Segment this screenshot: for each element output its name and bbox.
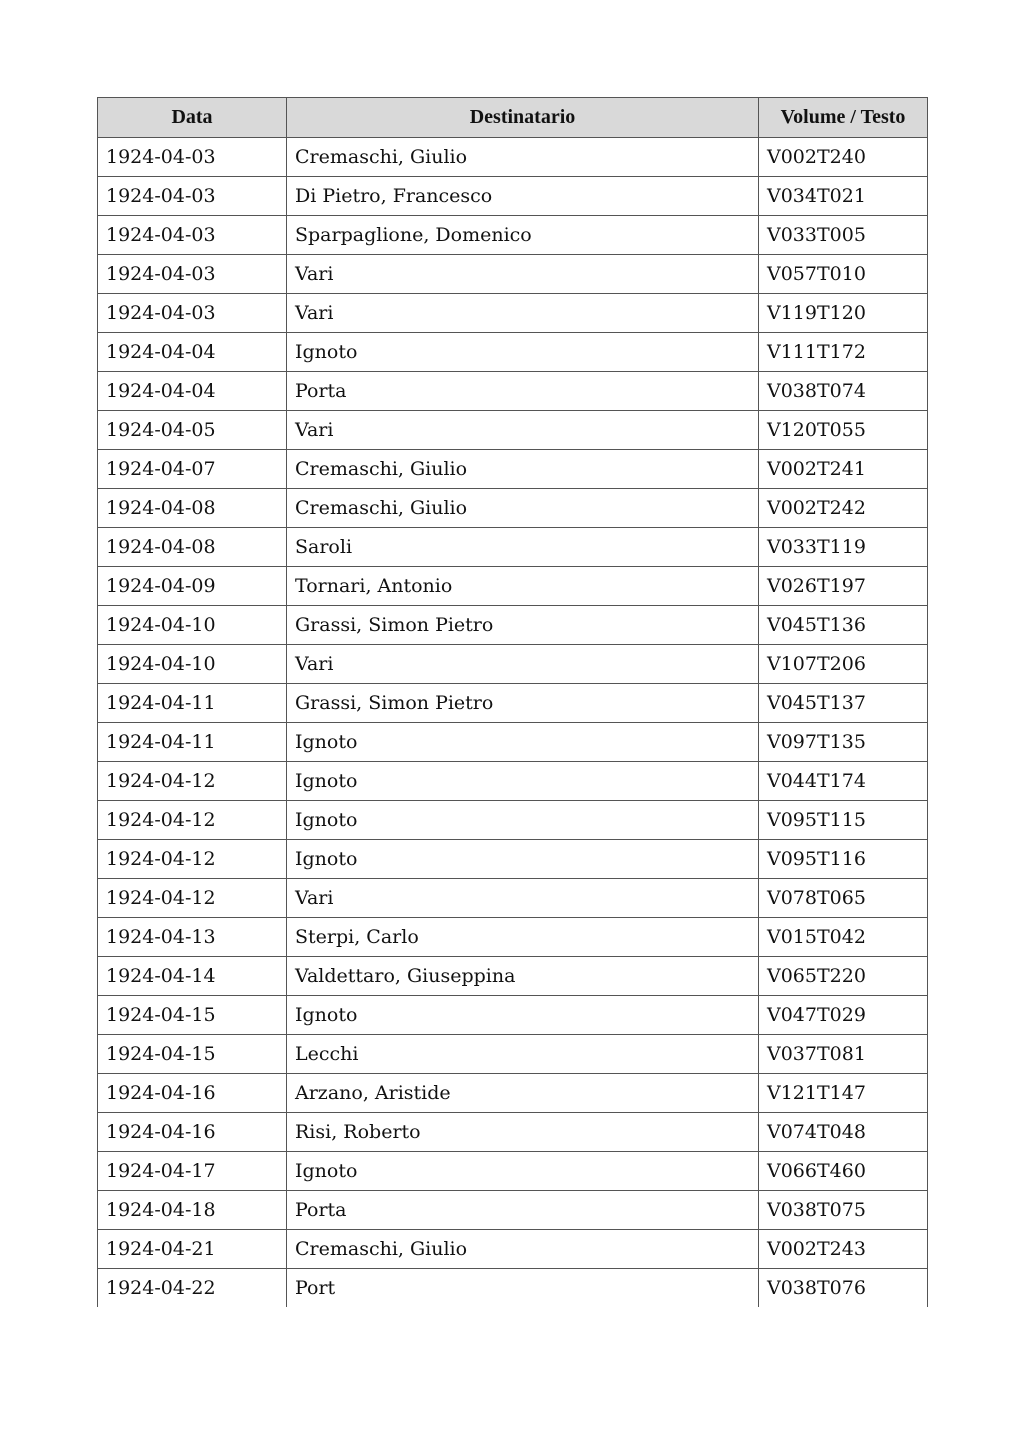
cell-volume-text: V038T074: [759, 372, 928, 411]
cell-recipient: Sparpaglione, Domenico: [287, 216, 759, 255]
cell-volume-text: V044T174: [759, 762, 928, 801]
table-row: [98, 645, 928, 684]
cell-volume-text: V047T029: [759, 996, 928, 1035]
cell-recipient: Valdettaro, Giuseppina: [287, 957, 759, 996]
cell-volume-text: V065T220: [759, 957, 928, 996]
cell-recipient: Ignoto: [287, 996, 759, 1035]
cell-volume-text: V015T042: [759, 918, 928, 957]
cell-recipient: Arzano, Aristide: [287, 1074, 759, 1113]
table-row: [98, 1074, 928, 1113]
cell-volume-text: V078T065: [759, 879, 928, 918]
cell-date: 1924-04-18: [98, 1191, 287, 1230]
cell-date: 1924-04-08: [98, 489, 287, 528]
cell-date: 1924-04-12: [98, 801, 287, 840]
cell-volume-text: V120T055: [759, 411, 928, 450]
cell-recipient: Sterpi, Carlo: [287, 918, 759, 957]
cell-volume-text: V033T119: [759, 528, 928, 567]
cell-recipient: Grassi, Simon Pietro: [287, 606, 759, 645]
cell-recipient: Risi, Roberto: [287, 1113, 759, 1152]
table-row: [98, 1035, 928, 1074]
cell-recipient: Saroli: [287, 528, 759, 567]
table-row: [98, 684, 928, 723]
cell-volume-text: V033T005: [759, 216, 928, 255]
table-row: [98, 489, 928, 528]
letters-table: [97, 97, 928, 1307]
cell-recipient: Vari: [287, 879, 759, 918]
cell-date: 1924-04-05: [98, 411, 287, 450]
cell-date: 1924-04-12: [98, 762, 287, 801]
cell-recipient: Ignoto: [287, 762, 759, 801]
table-row: [98, 1113, 928, 1152]
header-volume-text: Volume / Testo: [759, 98, 928, 138]
table-row: [98, 801, 928, 840]
cell-volume-text: V097T135: [759, 723, 928, 762]
cell-volume-text: V045T137: [759, 684, 928, 723]
cell-date: 1924-04-08: [98, 528, 287, 567]
cell-date: 1924-04-12: [98, 840, 287, 879]
cell-recipient: Cremaschi, Giulio: [287, 489, 759, 528]
cell-volume-text: V002T242: [759, 489, 928, 528]
cell-date: 1924-04-04: [98, 333, 287, 372]
table-row: [98, 879, 928, 918]
cell-volume-text: V121T147: [759, 1074, 928, 1113]
cell-date: 1924-04-15: [98, 1035, 287, 1074]
cell-recipient: Ignoto: [287, 723, 759, 762]
cell-volume-text: V038T076: [759, 1269, 928, 1308]
cell-volume-text: V057T010: [759, 255, 928, 294]
table-row: [98, 216, 928, 255]
table-row: [98, 606, 928, 645]
cell-recipient: Ignoto: [287, 333, 759, 372]
table-row: [98, 333, 928, 372]
table-row: [98, 177, 928, 216]
cell-date: 1924-04-07: [98, 450, 287, 489]
table-row: [98, 138, 928, 177]
cell-recipient: Cremaschi, Giulio: [287, 450, 759, 489]
cell-recipient: Vari: [287, 255, 759, 294]
cell-recipient: Di Pietro, Francesco: [287, 177, 759, 216]
cell-date: 1924-04-03: [98, 177, 287, 216]
cell-recipient: Cremaschi, Giulio: [287, 1230, 759, 1269]
cell-recipient: Grassi, Simon Pietro: [287, 684, 759, 723]
cell-date: 1924-04-15: [98, 996, 287, 1035]
cell-date: 1924-04-10: [98, 606, 287, 645]
table-row: [98, 1269, 928, 1308]
cell-volume-text: V111T172: [759, 333, 928, 372]
cell-date: 1924-04-03: [98, 216, 287, 255]
cell-volume-text: V037T081: [759, 1035, 928, 1074]
cell-date: 1924-04-14: [98, 957, 287, 996]
table-row: [98, 762, 928, 801]
cell-recipient: Lecchi: [287, 1035, 759, 1074]
cell-date: 1924-04-12: [98, 879, 287, 918]
cell-date: 1924-04-22: [98, 1269, 287, 1308]
cell-date: 1924-04-21: [98, 1230, 287, 1269]
cell-volume-text: V095T115: [759, 801, 928, 840]
cell-recipient: Vari: [287, 645, 759, 684]
cell-volume-text: V119T120: [759, 294, 928, 333]
cell-date: 1924-04-03: [98, 255, 287, 294]
cell-date: 1924-04-16: [98, 1074, 287, 1113]
cell-volume-text: V002T243: [759, 1230, 928, 1269]
table-body: [98, 138, 928, 1308]
table-row: [98, 723, 928, 762]
cell-date: 1924-04-17: [98, 1152, 287, 1191]
cell-date: 1924-04-11: [98, 723, 287, 762]
table-row: [98, 996, 928, 1035]
table-row: [98, 567, 928, 606]
cell-volume-text: V034T021: [759, 177, 928, 216]
cell-date: 1924-04-11: [98, 684, 287, 723]
cell-recipient: Porta: [287, 372, 759, 411]
table-row: [98, 450, 928, 489]
cell-volume-text: V074T048: [759, 1113, 928, 1152]
cell-date: 1924-04-03: [98, 294, 287, 333]
cell-recipient: Vari: [287, 411, 759, 450]
cell-volume-text: V002T240: [759, 138, 928, 177]
table-row: [98, 918, 928, 957]
cell-recipient: Ignoto: [287, 1152, 759, 1191]
table-row: [98, 840, 928, 879]
header-recipient: Destinatario: [287, 98, 759, 138]
header-date: Data: [98, 98, 287, 138]
table-row: [98, 372, 928, 411]
cell-volume-text: V002T241: [759, 450, 928, 489]
table-row: [98, 528, 928, 567]
cell-volume-text: V045T136: [759, 606, 928, 645]
cell-date: 1924-04-09: [98, 567, 287, 606]
cell-date: 1924-04-03: [98, 138, 287, 177]
cell-recipient: Port: [287, 1269, 759, 1308]
cell-date: 1924-04-16: [98, 1113, 287, 1152]
cell-volume-text: V038T075: [759, 1191, 928, 1230]
cell-volume-text: V107T206: [759, 645, 928, 684]
cell-date: 1924-04-04: [98, 372, 287, 411]
cell-recipient: Ignoto: [287, 801, 759, 840]
table-row: [98, 294, 928, 333]
cell-recipient: Cremaschi, Giulio: [287, 138, 759, 177]
table-row: [98, 255, 928, 294]
cell-date: 1924-04-13: [98, 918, 287, 957]
cell-recipient: Porta: [287, 1191, 759, 1230]
table-row: [98, 1191, 928, 1230]
cell-volume-text: V095T116: [759, 840, 928, 879]
table-header-row: [98, 98, 928, 138]
cell-volume-text: V026T197: [759, 567, 928, 606]
cell-volume-text: V066T460: [759, 1152, 928, 1191]
table-row: [98, 1152, 928, 1191]
cell-recipient: Tornari, Antonio: [287, 567, 759, 606]
cell-recipient: Vari: [287, 294, 759, 333]
cell-date: 1924-04-10: [98, 645, 287, 684]
cell-recipient: Ignoto: [287, 840, 759, 879]
table-row: [98, 957, 928, 996]
table-row: [98, 411, 928, 450]
table-row: [98, 1230, 928, 1269]
